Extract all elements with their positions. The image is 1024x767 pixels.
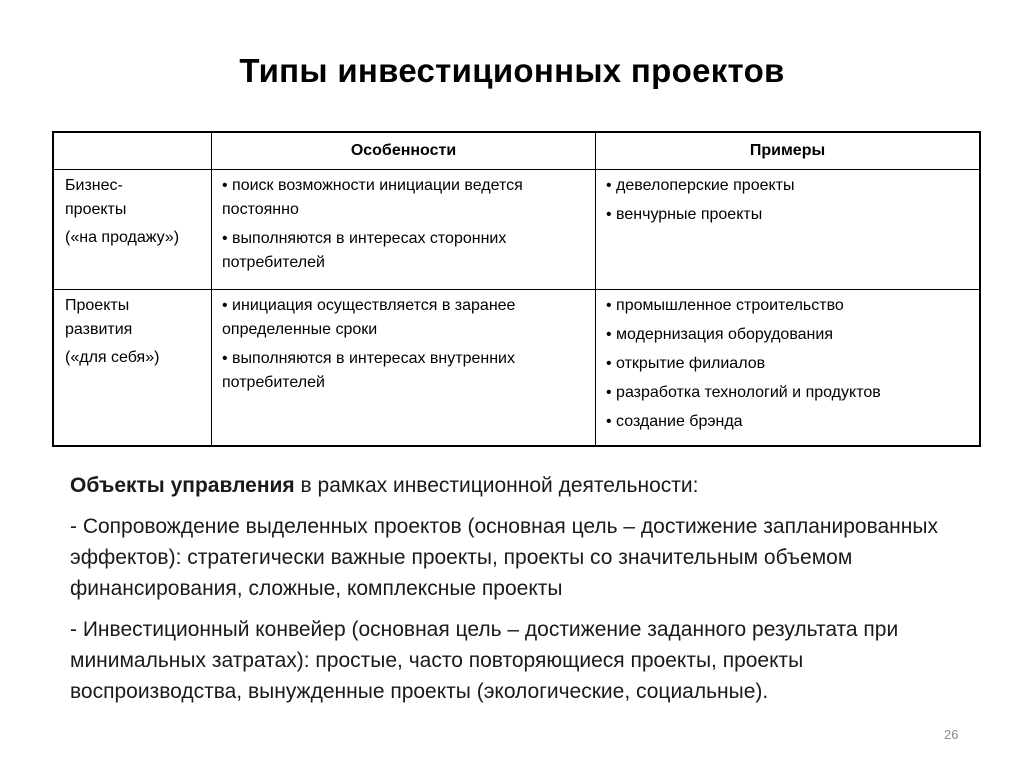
header-features: Особенности [212, 132, 596, 170]
header-examples: Примеры [596, 132, 981, 170]
row-type-cell [53, 290, 212, 447]
row-features-cell [212, 170, 596, 290]
example-item: • девелоперские проекты [606, 177, 795, 194]
example-item: • венчурные проекты [606, 206, 763, 223]
row-examples-cell [596, 290, 981, 447]
row-type-line: развития [65, 321, 133, 338]
example-item: • разработка технологий и продуктов [606, 384, 881, 401]
feature-item: • выполняются в интересах внутренних потребителей [222, 350, 515, 391]
slide-title: Типы инвестиционных проектов [239, 52, 785, 89]
row-examples-cell [596, 170, 981, 290]
management-heading-bold: Объекты управления [70, 474, 295, 497]
header-empty-cell [53, 132, 212, 170]
row-type-line: Бизнес- [65, 177, 123, 194]
project-types-table [52, 131, 981, 447]
example-item: • создание брэнда [606, 413, 743, 430]
management-paragraph: - Сопровождение выделенных проектов (основная цель – достижение запланированных эффектов): стратегически важные проекты, проекты со значительным объемом финансирования, сложные, комплексные проекты [70, 515, 938, 600]
row-features-cell [212, 290, 596, 447]
row-type-cell [53, 170, 212, 290]
row-type-note: («для себя») [65, 349, 160, 366]
feature-item: • поиск возможности инициации ведется постоянно [222, 177, 523, 218]
row-type-line: проекты [65, 201, 127, 218]
table-header-row [53, 132, 980, 170]
feature-item: • выполняются в интересах сторонних потребителей [222, 230, 507, 271]
row-type-line: Проекты [65, 297, 130, 314]
feature-item: • инициация осуществляется в заранее определенные сроки [222, 297, 516, 338]
management-paragraph: - Инвестиционный конвейер (основная цель – достижение заданного результата при минимальных затратах): простые, часто повторяющиеся проекты, проекты воспроизводства, вынужденные проекты (экологические, социальные). [70, 618, 899, 703]
table-row-business-projects [53, 170, 980, 290]
table-row-development-projects [53, 290, 980, 447]
management-objects-section [70, 470, 980, 717]
example-item: • промышленное строительство [606, 297, 844, 314]
example-item: • открытие филиалов [606, 355, 766, 372]
management-heading [70, 470, 980, 501]
row-type-note: («на продажу») [65, 229, 180, 246]
management-heading-rest: в рамках инвестиционной деятельности: [294, 474, 699, 497]
example-item: • модернизация оборудования [606, 326, 833, 343]
page-number: 26 [944, 727, 959, 742]
